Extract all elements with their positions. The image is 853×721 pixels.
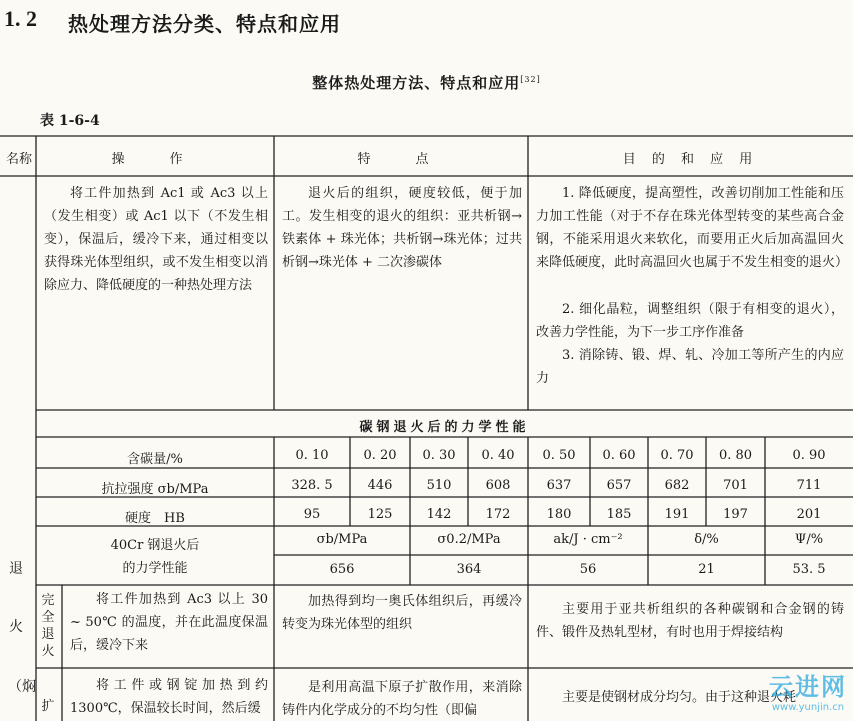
mech-cell-carbon-content-4: 0. 50 — [542, 448, 576, 463]
cr40-value-tensile: 656 — [329, 562, 355, 577]
cr40-label-line1: 40Cr 钢退火后 — [110, 538, 200, 553]
mech-cell-hardness-3: 172 — [485, 507, 511, 522]
mech-cell-tensile-strength-0: 328. 5 — [291, 478, 333, 493]
mech-cell-tensile-strength-4: 637 — [546, 478, 572, 493]
cr40-value-reduction: 53. 5 — [792, 562, 826, 577]
diffusion-operation: 将工件或钢锭加热到约 1300℃，保温较长时间，然后缓 — [70, 678, 268, 716]
mech-cell-tensile-strength-5: 657 — [606, 478, 632, 493]
watermark-url: www.yunjin.cn — [771, 702, 845, 713]
header-name: 名称 — [5, 152, 32, 167]
watermark-title: 云进网 — [769, 673, 847, 701]
section-title: 热处理方法分类、特点和应用 — [68, 12, 341, 36]
annealing-label-1: 退 — [9, 561, 23, 577]
mech-cell-tensile-strength-6: 682 — [664, 478, 690, 493]
diffusion-feature: 是利用高温下原子扩散作用，来消除铸件内化学成分的不均匀性（即偏 — [282, 680, 522, 718]
mech-cell-carbon-content-3: 0. 40 — [481, 448, 515, 463]
full-annealing-operation: 将工件加热到 Ac3 以上 30 ~ 50℃ 的温度，并在此温度保温后，缓冷下来 — [70, 592, 268, 653]
mech-cell-carbon-content-1: 0. 20 — [363, 448, 397, 463]
mech-title: 碳钢退火后的力学性能 — [359, 420, 530, 435]
mech-cell-tensile-strength-8: 711 — [796, 478, 822, 493]
mech-cell-tensile-strength-7: 701 — [723, 478, 748, 493]
header-feature: 特 点 — [357, 152, 445, 167]
mech-cell-carbon-content-7: 0. 80 — [718, 448, 753, 463]
full-annealing-name: 完全退火 — [41, 593, 55, 659]
mech-row-label-hardness: 硬度 HB — [125, 511, 185, 526]
cr40-header-tensile: σb/MPa — [316, 532, 368, 547]
cr40-header-impact: ak/J · cm⁻² — [553, 532, 623, 547]
cr40-value-elongation: 21 — [698, 562, 715, 577]
annealing-feature: 退火后的组织，硬度较低，便于加工。发生相变的退火的组织：亚共析钢→铁素体 + 珠光体；共析钢→珠光体；过共析钢→珠光体 + 二次渗碳体 — [282, 186, 522, 270]
annealing-purpose-3: 3. 消除铸、锻、焊、轧、冷加工等所产生的内应力 — [536, 348, 844, 386]
mech-row-label-carbon-content: 含碳量/% — [127, 452, 183, 467]
mech-row-label-tensile-strength: 抗拉强度 σb/MPa — [101, 482, 209, 497]
watermark-logo — [769, 667, 847, 713]
cr40-value-yield: 364 — [456, 562, 482, 577]
mech-cell-tensile-strength-1: 446 — [367, 478, 393, 493]
table-reference: [32] — [520, 75, 541, 84]
mech-cell-carbon-content-2: 0. 30 — [422, 448, 456, 463]
diffusion-name: 扩 — [41, 699, 55, 714]
header-operation: 操 作 — [111, 152, 199, 167]
mech-cell-hardness-6: 191 — [664, 507, 690, 522]
table-title — [0, 72, 853, 93]
cr40-header-reduction: Ψ/% — [794, 532, 824, 547]
cr40-header-elongation: δ/% — [694, 532, 719, 547]
mech-cell-carbon-content-8: 0. 90 — [792, 448, 826, 463]
mech-cell-carbon-content-5: 0. 60 — [602, 448, 636, 463]
mech-cell-hardness-1: 125 — [367, 507, 393, 522]
annealing-operation: 将工件加热到 Ac1 或 Ac3 以上（发生相变）或 Ac1 以下（不发生相变），保温后，缓冷下来，通过相变以获得珠光体型组织，或不发生相变以消除应力、降低硬度的一种热处理方法 — [44, 186, 268, 293]
mech-cell-tensile-strength-2: 510 — [426, 478, 452, 493]
annealing-label-3: （焖 — [8, 679, 36, 695]
table-number: 表 1-6-4 — [40, 113, 100, 129]
mech-cell-hardness-2: 142 — [426, 507, 452, 522]
mech-cell-tensile-strength-3: 608 — [485, 478, 511, 493]
section-number: 1. 2 — [4, 6, 37, 31]
annealing-label-2: 火 — [9, 619, 23, 635]
header-purpose: 目 的 和 应 用 — [622, 152, 759, 167]
diffusion-purpose: 主要是使钢材成分均匀。由于这种退火耗 — [562, 690, 797, 705]
cr40-label-line2: 的力学性能 — [122, 561, 188, 576]
mech-cell-carbon-content-6: 0. 70 — [660, 448, 694, 463]
mech-cell-hardness-0: 95 — [303, 507, 321, 522]
mech-cell-hardness-4: 180 — [546, 507, 572, 522]
annealing-purpose-2: 2. 细化晶粒，调整组织（限于有相变的退火），改善力学性能，为下一步工序作准备 — [536, 302, 844, 340]
mech-cell-hardness-5: 185 — [606, 507, 632, 522]
cr40-value-impact: 56 — [579, 562, 597, 577]
mech-cell-hardness-8: 201 — [796, 507, 822, 522]
table-title-text: 整体热处理方法、特点和应用 — [312, 74, 521, 92]
cr40-header-yield: σ0.2/MPa — [437, 532, 501, 547]
annealing-purpose-1: 1. 降低硬度，提高塑性，改善切削加工性能和压力加工性能（对于不存在珠光体型转变的某些高合金钢，不能采用退火来软化，而要用正火后加高温回火来降低硬度，此时高温回火也属于不发生相变的退火） — [536, 186, 849, 270]
full-annealing-feature: 加热得到均一奥氏体组织后，再缓冷转变为珠光体型的组织 — [282, 594, 522, 632]
mech-cell-carbon-content-0: 0. 10 — [295, 448, 329, 463]
full-annealing-purpose: 主要用于亚共析组织的各种碳钢和合金钢的铸件、锻件及热轧型材，有时也用于焊接结构 — [536, 602, 844, 640]
mech-cell-hardness-7: 197 — [723, 507, 748, 522]
